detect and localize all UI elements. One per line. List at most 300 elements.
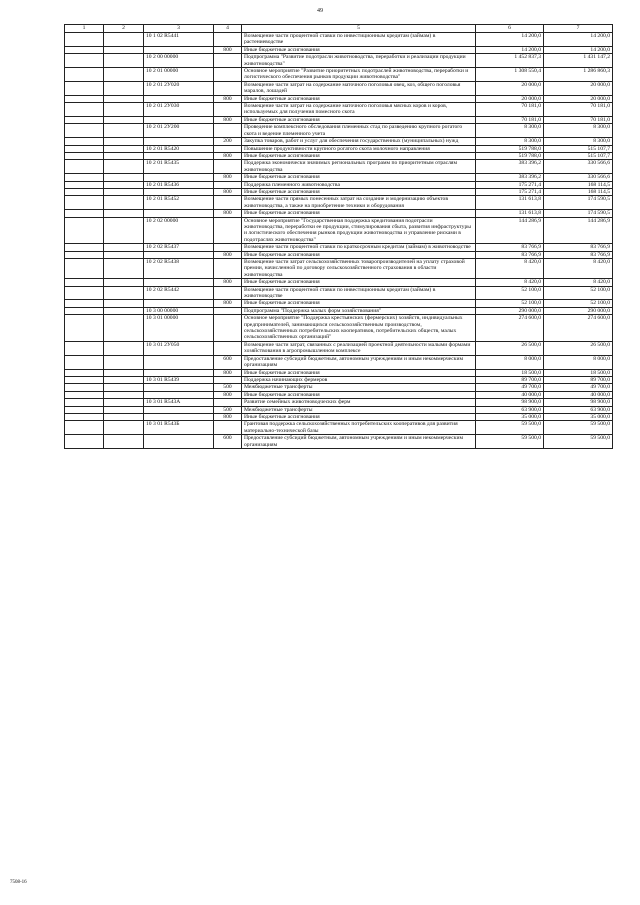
cell-empty-col1	[65, 81, 104, 95]
table-row	[65, 217, 613, 244]
table-row	[65, 68, 613, 82]
cell-target-code	[144, 95, 214, 102]
cell-item-name: Иные бюджетные ассигнования	[242, 95, 476, 102]
cell-amount-col6: 35 000,0	[476, 413, 544, 420]
cell-target-code: 10 2 02 R5438	[144, 259, 214, 279]
table-row	[65, 145, 613, 152]
table-row	[65, 196, 613, 210]
cell-item-name: Иные бюджетные ассигнования	[242, 174, 476, 181]
cell-empty-col1	[65, 286, 104, 300]
cell-expense-type: 800	[214, 46, 242, 53]
cell-empty-col2	[104, 103, 144, 117]
cell-item-name: Подпрограмма "Развитие подотрасли животноводства, переработки и реализации продукции животноводства"	[242, 54, 476, 68]
cell-expense-type	[214, 244, 242, 251]
document-code: 7508-16	[10, 880, 27, 885]
column-header: 4	[214, 25, 242, 33]
cell-empty-col1	[65, 279, 104, 286]
cell-expense-type	[214, 341, 242, 355]
cell-amount-col7: 83 766,9	[544, 251, 613, 258]
cell-empty-col1	[65, 196, 104, 210]
cell-target-code: 10 2 01 00000	[144, 68, 214, 82]
cell-item-name: Иные бюджетные ассигнования	[242, 391, 476, 398]
cell-target-code	[144, 116, 214, 123]
table-row	[65, 244, 613, 251]
cell-empty-col2	[104, 421, 144, 435]
cell-expense-type: 600	[214, 355, 242, 369]
cell-target-code	[144, 174, 214, 181]
cell-amount-col6: 83 766,9	[476, 251, 544, 258]
cell-amount-col6: 26 500,0	[476, 341, 544, 355]
cell-item-name: Иные бюджетные ассигнования	[242, 413, 476, 420]
cell-empty-col2	[104, 391, 144, 398]
cell-empty-col1	[65, 391, 104, 398]
cell-expense-type: 200	[214, 138, 242, 145]
cell-target-code	[144, 279, 214, 286]
cell-item-name: Возмещение части затрат на содержание маточного поголовья мясных коров и коров, используемых для получения помесного скота	[242, 103, 476, 117]
cell-empty-col1	[65, 315, 104, 342]
cell-amount-col6: 274 600,0	[476, 315, 544, 342]
cell-amount-col7: 63 900,0	[544, 406, 613, 413]
table-row	[65, 210, 613, 217]
cell-empty-col1	[65, 46, 104, 53]
cell-target-code	[144, 188, 214, 195]
table-row	[65, 54, 613, 68]
column-header: 7	[544, 25, 613, 33]
cell-item-name: Возмещение части затрат сельскохозяйственных товаропроизводителей на уплату страховой премии, начисленной по договору сельскохозяйственного страхования в области животноводства	[242, 259, 476, 279]
cell-expense-type: 800	[214, 279, 242, 286]
cell-amount-col7: 98 900,0	[544, 399, 613, 406]
cell-amount-col7: 89 700,0	[544, 376, 613, 383]
cell-empty-col1	[65, 116, 104, 123]
cell-expense-type: 500	[214, 384, 242, 391]
cell-empty-col1	[65, 174, 104, 181]
cell-amount-col6: 59 500,0	[476, 421, 544, 435]
cell-empty-col2	[104, 116, 144, 123]
cell-empty-col1	[65, 68, 104, 82]
cell-target-code: 10 1 02 R5441	[144, 33, 214, 47]
cell-target-code: 10 3 01 R543А	[144, 399, 214, 406]
table-row	[65, 259, 613, 279]
cell-item-name: Иные бюджетные ассигнования	[242, 251, 476, 258]
cell-item-name: Повышение продуктивности крупного рогатого скота молочного направления	[242, 145, 476, 152]
table-row	[65, 355, 613, 369]
cell-expense-type: 800	[214, 95, 242, 102]
cell-amount-col6: 59 500,0	[476, 435, 544, 449]
cell-expense-type	[214, 68, 242, 82]
cell-amount-col7: 330 566,6	[544, 174, 613, 181]
cell-expense-type: 800	[214, 369, 242, 376]
cell-empty-col1	[65, 181, 104, 188]
cell-empty-col2	[104, 217, 144, 244]
cell-target-code: 10 2 01 R5436	[144, 181, 214, 188]
cell-item-name: Проведение комплексного обследования племенных стад по разведению крупного рогатого скота и ведение племенного учета	[242, 124, 476, 138]
cell-item-name: Поддержка начинающих фермеров	[242, 376, 476, 383]
cell-target-code	[144, 384, 214, 391]
cell-amount-col6: 98 900,0	[476, 399, 544, 406]
cell-empty-col2	[104, 413, 144, 420]
cell-item-name: Иные бюджетные ассигнования	[242, 369, 476, 376]
cell-target-code: 10 2 01 R5420	[144, 145, 214, 152]
table-row	[65, 81, 613, 95]
cell-amount-col7: 83 766,9	[544, 244, 613, 251]
table-body	[65, 33, 613, 449]
cell-empty-col1	[65, 217, 104, 244]
cell-item-name: Грантовая поддержка сельскохозяйственных потребительских кооперативов для развития материально-технической базы	[242, 421, 476, 435]
cell-empty-col1	[65, 188, 104, 195]
cell-empty-col1	[65, 406, 104, 413]
cell-empty-col2	[104, 145, 144, 152]
cell-expense-type: 800	[214, 188, 242, 195]
cell-expense-type	[214, 160, 242, 174]
cell-expense-type	[214, 376, 242, 383]
cell-amount-col7: 14 200,0	[544, 33, 613, 47]
table-row	[65, 435, 613, 449]
cell-target-code: 10 2 01 2У200	[144, 124, 214, 138]
budget-table	[64, 24, 613, 449]
cell-expense-type	[214, 259, 242, 279]
cell-target-code	[144, 413, 214, 420]
cell-empty-col2	[104, 355, 144, 369]
column-header: 2	[104, 25, 144, 33]
cell-amount-col7: 70 181,0	[544, 116, 613, 123]
cell-empty-col2	[104, 33, 144, 47]
cell-item-name: Возмещение части процентной ставки по краткосрочным кредитам (займам) в животноводстве	[242, 244, 476, 251]
cell-target-code	[144, 435, 214, 449]
page-number: 49	[317, 8, 323, 14]
cell-empty-col1	[65, 413, 104, 420]
cell-expense-type	[214, 286, 242, 300]
cell-item-name: Иные бюджетные ассигнования	[242, 210, 476, 217]
cell-item-name: Предоставление субсидий бюджетным, автономным учреждениям и иным некоммерческим организациям	[242, 355, 476, 369]
table-row	[65, 369, 613, 376]
cell-item-name: Поддержка племенного животноводства	[242, 181, 476, 188]
cell-empty-col1	[65, 300, 104, 307]
cell-amount-col7: 35 000,0	[544, 413, 613, 420]
cell-expense-type	[214, 103, 242, 117]
cell-amount-col6: 519 788,0	[476, 152, 544, 159]
table-row	[65, 174, 613, 181]
cell-amount-col7: 59 500,0	[544, 421, 613, 435]
cell-target-code: 10 3 01 2У050	[144, 341, 214, 355]
cell-empty-col2	[104, 152, 144, 159]
cell-amount-col6: 52 100,0	[476, 286, 544, 300]
cell-empty-col2	[104, 196, 144, 210]
cell-amount-col7: 8 420,0	[544, 259, 613, 279]
cell-amount-col7: 274 600,0	[544, 315, 613, 342]
cell-expense-type: 800	[214, 152, 242, 159]
cell-amount-col6: 383 396,2	[476, 174, 544, 181]
cell-empty-col1	[65, 244, 104, 251]
cell-empty-col2	[104, 279, 144, 286]
cell-amount-col7: 14 200,0	[544, 46, 613, 53]
column-header: 3	[144, 25, 214, 33]
cell-empty-col2	[104, 307, 144, 314]
cell-empty-col2	[104, 95, 144, 102]
cell-empty-col2	[104, 300, 144, 307]
cell-item-name: Возмещение части затрат на содержание маточного поголовья овец, коз, общего поголовья маралов, лошадей	[242, 81, 476, 95]
cell-amount-col6: 40 000,0	[476, 391, 544, 398]
cell-empty-col1	[65, 138, 104, 145]
cell-empty-col1	[65, 124, 104, 138]
cell-empty-col2	[104, 406, 144, 413]
cell-item-name: Иные бюджетные ассигнования	[242, 152, 476, 159]
cell-empty-col2	[104, 81, 144, 95]
cell-amount-col6: 20 000,0	[476, 81, 544, 95]
cell-expense-type: 800	[214, 413, 242, 420]
cell-target-code: 10 3 01 00000	[144, 315, 214, 342]
cell-amount-col7: 1 431 147,2	[544, 54, 613, 68]
cell-amount-col6: 52 100,0	[476, 300, 544, 307]
cell-empty-col1	[65, 54, 104, 68]
cell-item-name: Межбюджетные трансферты	[242, 406, 476, 413]
cell-empty-col1	[65, 152, 104, 159]
cell-expense-type	[214, 33, 242, 47]
table-row	[65, 103, 613, 117]
cell-empty-col2	[104, 68, 144, 82]
cell-amount-col7: 144 286,9	[544, 217, 613, 244]
cell-empty-col1	[65, 160, 104, 174]
cell-empty-col1	[65, 259, 104, 279]
cell-amount-col7: 8 300,0	[544, 124, 613, 138]
cell-item-name: Основное мероприятие "Государственная поддержка кредитования подотрасли животноводства, переработки ее продукции, стимулирования сбыта, развития инфраструктуры и логистического обеспечения рынков продукции животноводства и управление рисками в подотраслях животноводства"	[242, 217, 476, 244]
table-row	[65, 138, 613, 145]
cell-target-code	[144, 46, 214, 53]
cell-target-code	[144, 251, 214, 258]
table-row	[65, 279, 613, 286]
table-row	[65, 307, 613, 314]
table-row	[65, 341, 613, 355]
cell-target-code	[144, 355, 214, 369]
cell-amount-col7: 26 500,0	[544, 341, 613, 355]
cell-empty-col2	[104, 138, 144, 145]
table-row	[65, 116, 613, 123]
cell-amount-col7: 20 000,0	[544, 95, 613, 102]
cell-target-code: 10 3 00 00000	[144, 307, 214, 314]
cell-target-code: 10 2 02 R5442	[144, 286, 214, 300]
cell-target-code: 10 2 01 2У020	[144, 81, 214, 95]
cell-item-name: Возмещение части процентной ставки по инвестиционным кредитам (займам) в растениеводстве	[242, 33, 476, 47]
cell-amount-col6: 1 308 550,4	[476, 68, 544, 82]
cell-empty-col2	[104, 259, 144, 279]
cell-target-code	[144, 406, 214, 413]
cell-amount-col7: 52 100,0	[544, 300, 613, 307]
cell-expense-type: 800	[214, 174, 242, 181]
cell-amount-col6: 49 700,0	[476, 384, 544, 391]
cell-empty-col2	[104, 376, 144, 383]
cell-item-name: Возмещение части процентной ставки по инвестиционным кредитам (займам) в животноводстве	[242, 286, 476, 300]
column-number-row	[65, 25, 613, 33]
cell-target-code: 10 2 00 00000	[144, 54, 214, 68]
cell-amount-col6: 290 000,0	[476, 307, 544, 314]
cell-item-name: Развитие семейных животноводческих ферм	[242, 399, 476, 406]
cell-amount-col6: 89 700,0	[476, 376, 544, 383]
cell-expense-type	[214, 145, 242, 152]
cell-amount-col6: 14 200,0	[476, 46, 544, 53]
cell-empty-col2	[104, 210, 144, 217]
cell-target-code	[144, 300, 214, 307]
cell-empty-col2	[104, 54, 144, 68]
cell-item-name: Подпрограмма "Поддержка малых форм хозяйствования"	[242, 307, 476, 314]
cell-amount-col6: 14 200,0	[476, 33, 544, 47]
cell-amount-col6: 519 788,0	[476, 145, 544, 152]
cell-expense-type	[214, 315, 242, 342]
cell-target-code: 10 2 01 R5452	[144, 196, 214, 210]
cell-amount-col6: 8 300,0	[476, 138, 544, 145]
cell-amount-col7: 1 286 860,3	[544, 68, 613, 82]
cell-amount-col6: 144 286,9	[476, 217, 544, 244]
cell-target-code: 10 2 01 R5435	[144, 160, 214, 174]
cell-amount-col6: 18 500,0	[476, 369, 544, 376]
cell-empty-col1	[65, 355, 104, 369]
cell-item-name: Иные бюджетные ассигнования	[242, 279, 476, 286]
cell-amount-col6: 8 420,0	[476, 259, 544, 279]
cell-expense-type	[214, 196, 242, 210]
cell-amount-col6: 8 420,0	[476, 279, 544, 286]
cell-empty-col1	[65, 435, 104, 449]
cell-target-code: 10 3 01 R543Б	[144, 421, 214, 435]
cell-item-name: Закупка товаров, работ и услуг для обеспечения государственных (муниципальных) нужд	[242, 138, 476, 145]
cell-expense-type: 800	[214, 210, 242, 217]
cell-expense-type: 800	[214, 391, 242, 398]
cell-amount-col6: 63 900,0	[476, 406, 544, 413]
table-row	[65, 376, 613, 383]
cell-empty-col2	[104, 174, 144, 181]
table-row	[65, 384, 613, 391]
cell-expense-type	[214, 421, 242, 435]
cell-amount-col7: 290 000,0	[544, 307, 613, 314]
cell-expense-type: 800	[214, 251, 242, 258]
cell-target-code	[144, 369, 214, 376]
column-header: 6	[476, 25, 544, 33]
cell-empty-col1	[65, 210, 104, 217]
cell-expense-type	[214, 217, 242, 244]
cell-expense-type: 800	[214, 300, 242, 307]
cell-amount-col7: 49 700,0	[544, 384, 613, 391]
cell-amount-col7: 168 114,5	[544, 181, 613, 188]
table-row	[65, 251, 613, 258]
cell-empty-col1	[65, 251, 104, 258]
cell-empty-col2	[104, 188, 144, 195]
table-row	[65, 391, 613, 398]
table-row	[65, 413, 613, 420]
cell-empty-col1	[65, 399, 104, 406]
cell-item-name: Основное мероприятие "Развитие приоритетных подотраслей животноводства, переработки и логистического обеспечения рынков продукции животноводства"	[242, 68, 476, 82]
cell-empty-col2	[104, 160, 144, 174]
cell-empty-col2	[104, 369, 144, 376]
cell-empty-col2	[104, 251, 144, 258]
cell-item-name: Иные бюджетные ассигнования	[242, 300, 476, 307]
cell-amount-col6: 175 271,4	[476, 188, 544, 195]
cell-expense-type	[214, 399, 242, 406]
cell-amount-col7: 59 500,0	[544, 435, 613, 449]
cell-amount-col7: 8 420,0	[544, 279, 613, 286]
cell-target-code: 10 2 02 00000	[144, 217, 214, 244]
cell-expense-type	[214, 124, 242, 138]
cell-empty-col2	[104, 286, 144, 300]
cell-empty-col1	[65, 307, 104, 314]
cell-amount-col6: 383 396,2	[476, 160, 544, 174]
cell-empty-col2	[104, 181, 144, 188]
cell-expense-type	[214, 181, 242, 188]
table-row	[65, 33, 613, 47]
cell-item-name: Возмещение части прямых понесенных затрат на создание и модернизацию объектов животноводства, а также на приобретение техники и оборудования	[242, 196, 476, 210]
column-header: 5	[242, 25, 476, 33]
cell-item-name: Иные бюджетные ассигнования	[242, 188, 476, 195]
table-row	[65, 181, 613, 188]
cell-target-code	[144, 138, 214, 145]
table-row	[65, 160, 613, 174]
cell-expense-type: 600	[214, 435, 242, 449]
cell-amount-col7: 20 000,0	[544, 81, 613, 95]
cell-target-code: 10 2 02 R5437	[144, 244, 214, 251]
cell-empty-col1	[65, 384, 104, 391]
table-row	[65, 399, 613, 406]
cell-amount-col6: 131 613,8	[476, 210, 544, 217]
cell-empty-col2	[104, 124, 144, 138]
cell-amount-col6: 70 181,0	[476, 116, 544, 123]
cell-amount-col7: 330 566,6	[544, 160, 613, 174]
cell-empty-col1	[65, 341, 104, 355]
table-row	[65, 152, 613, 159]
cell-empty-col1	[65, 421, 104, 435]
table-row	[65, 95, 613, 102]
cell-amount-col6: 131 613,8	[476, 196, 544, 210]
cell-amount-col7: 18 500,0	[544, 369, 613, 376]
cell-item-name: Основное мероприятие "Поддержка крестьянских (фермерских) хозяйств, индивидуальных предпринимателей, занимающихся сельскохозяйственным производством, сельскохозяйственных потребительских кооперативов, потребительских обществ, малых сельскохозяйственных организаций"	[242, 315, 476, 342]
cell-amount-col7: 515 107,7	[544, 152, 613, 159]
cell-item-name: Предоставление субсидий бюджетным, автономным учреждениям и иным некоммерческим организациям	[242, 435, 476, 449]
cell-amount-col6: 20 000,0	[476, 95, 544, 102]
cell-empty-col1	[65, 33, 104, 47]
cell-amount-col7: 515 107,7	[544, 145, 613, 152]
cell-amount-col7: 52 100,0	[544, 286, 613, 300]
cell-empty-col1	[65, 103, 104, 117]
cell-amount-col7: 70 181,0	[544, 103, 613, 117]
cell-amount-col7: 168 114,5	[544, 188, 613, 195]
cell-empty-col2	[104, 399, 144, 406]
cell-empty-col2	[104, 435, 144, 449]
table-row	[65, 46, 613, 53]
cell-amount-col6: 83 766,9	[476, 244, 544, 251]
cell-amount-col6: 175 271,4	[476, 181, 544, 188]
cell-amount-col7: 8 300,0	[544, 138, 613, 145]
cell-expense-type	[214, 307, 242, 314]
table-row	[65, 406, 613, 413]
cell-empty-col2	[104, 384, 144, 391]
cell-target-code	[144, 391, 214, 398]
cell-expense-type: 500	[214, 406, 242, 413]
table-row	[65, 188, 613, 195]
cell-item-name: Поддержка экономически значимых региональных программ по приоритетным отраслям животноводства	[242, 160, 476, 174]
cell-empty-col1	[65, 95, 104, 102]
cell-empty-col2	[104, 244, 144, 251]
table-row	[65, 124, 613, 138]
cell-amount-col6: 70 181,0	[476, 103, 544, 117]
cell-amount-col7: 174 590,5	[544, 210, 613, 217]
cell-empty-col1	[65, 369, 104, 376]
cell-item-name: Иные бюджетные ассигнования	[242, 116, 476, 123]
cell-target-code	[144, 210, 214, 217]
cell-item-name: Иные бюджетные ассигнования	[242, 46, 476, 53]
cell-empty-col2	[104, 315, 144, 342]
cell-target-code	[144, 152, 214, 159]
cell-empty-col1	[65, 145, 104, 152]
cell-target-code: 10 2 01 2У030	[144, 103, 214, 117]
cell-empty-col1	[65, 376, 104, 383]
cell-item-name: Межбюджетные трансферты	[242, 384, 476, 391]
cell-empty-col2	[104, 341, 144, 355]
cell-expense-type	[214, 81, 242, 95]
